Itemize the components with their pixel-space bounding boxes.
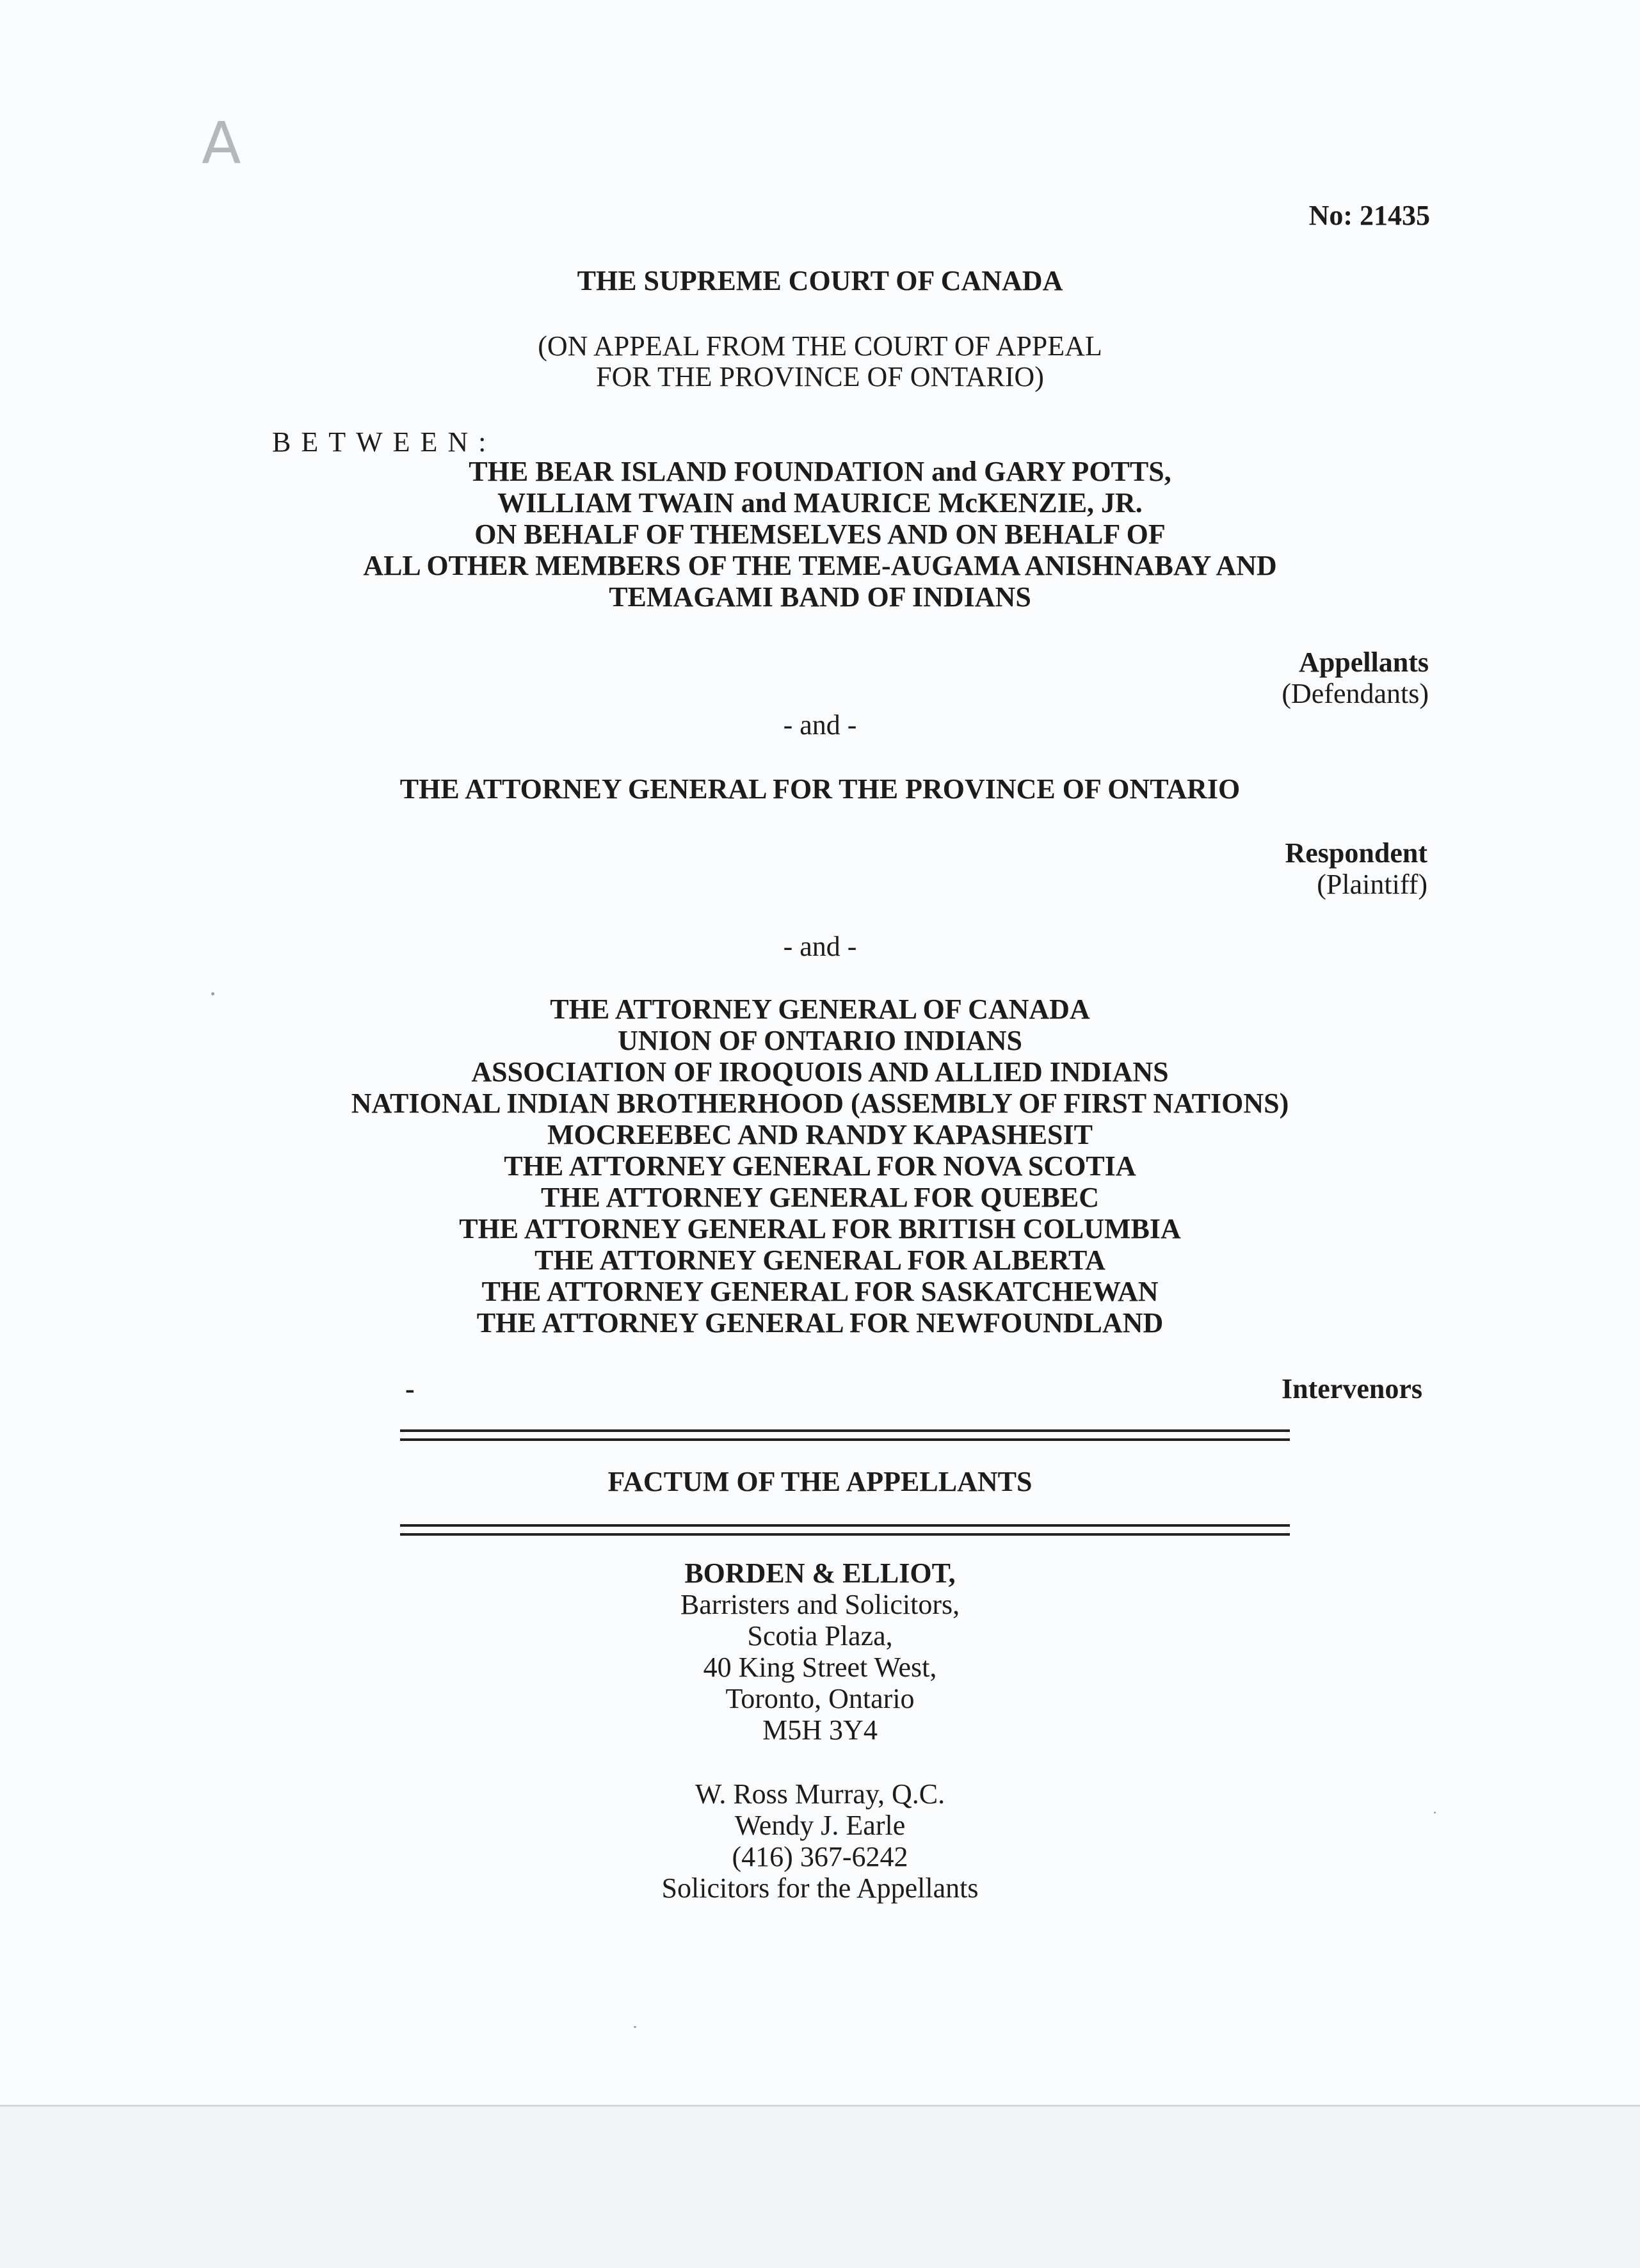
appellants-line: ALL OTHER MEMBERS OF THE TEME-AUGAMA ANISHNABAY AND [363,550,1277,581]
intervenor-line: THE ATTORNEY GENERAL FOR SASKATCHEWAN [481,1276,1159,1307]
firm-postal-code: M5H 3Y4 [762,1714,878,1746]
intervenor-line: MOCREEBEC AND RANDY KAPASHESIT [547,1119,1093,1150]
respondent-role-detail: (Plaintiff) [1317,869,1427,900]
file-number: No: 21435 [1308,200,1430,231]
and-separator: - and - [783,931,857,962]
intervenor-line: UNION OF ONTARIO INDIANS [618,1025,1022,1056]
intervenor-line: THE ATTORNEY GENERAL FOR QUEBEC [540,1182,1100,1213]
firm-name: BORDEN & ELLIOT, [684,1557,956,1589]
intervenors-role: Intervenors [1282,1373,1422,1404]
appellants-line: THE BEAR ISLAND FOUNDATION and GARY POTTS, [469,456,1171,487]
scan-speck [634,2026,636,2028]
counsel-role: Solicitors for the Appellants [661,1872,979,1904]
double-rule-bottom [400,1524,1290,1536]
appeal-from-line-2: FOR THE PROVINCE OF ONTARIO) [596,361,1044,392]
appeal-from-line-1: (ON APPEAL FROM THE COURT OF APPEAL [538,330,1102,362]
appellants-line: WILLIAM TWAIN and MAURICE McKENZIE, JR. [497,487,1143,519]
appellants-role-detail: (Defendants) [1282,678,1429,709]
counsel-line: Wendy J. Earle [734,1810,906,1841]
appellants-line: ON BEHALF OF THEMSELVES AND ON BEHALF OF [474,519,1166,550]
pencil-annotation: A [202,110,241,177]
counsel-line: W. Ross Murray, Q.C. [695,1778,945,1810]
scanner-background [0,2107,1640,2268]
firm-address-line: Barristers and Solicitors, [680,1589,960,1620]
intervenor-line: NATIONAL INDIAN BROTHERHOOD (ASSEMBLY OF FIRST NATIONS) [351,1088,1289,1119]
respondent-name: THE ATTORNEY GENERAL FOR THE PROVINCE OF ONTARIO [399,773,1241,805]
intervenor-line: ASSOCIATION OF IROQUOIS AND ALLIED INDIANS [471,1056,1169,1088]
intervenor-line: THE ATTORNEY GENERAL OF CANADA [550,993,1090,1025]
intervenor-line: THE ATTORNEY GENERAL FOR NEWFOUNDLAND [476,1307,1164,1339]
court-name: THE SUPREME COURT OF CANADA [577,265,1063,296]
respondent-role: Respondent [1285,837,1427,869]
appellants-role: Appellants [1299,647,1429,678]
and-separator: - and - [783,709,857,741]
double-rule-top [400,1429,1290,1441]
document-title: FACTUM OF THE APPELLANTS [607,1466,1033,1497]
intervenor-line: THE ATTORNEY GENERAL FOR NOVA SCOTIA [504,1150,1136,1182]
firm-address-line: Toronto, Ontario [725,1683,915,1714]
firm-address-line: Scotia Plaza, [747,1620,893,1652]
between-label: BETWEEN: [272,426,497,458]
firm-address-line: 40 King Street West, [703,1652,937,1683]
intervenors-dash: - [405,1373,415,1404]
appellants-line: TEMAGAMI BAND OF INDIANS [609,581,1031,613]
counsel-phone: (416) 367-6242 [732,1841,908,1872]
intervenor-line: THE ATTORNEY GENERAL FOR BRITISH COLUMBIA [459,1213,1181,1244]
intervenor-line: THE ATTORNEY GENERAL FOR ALBERTA [535,1244,1105,1276]
